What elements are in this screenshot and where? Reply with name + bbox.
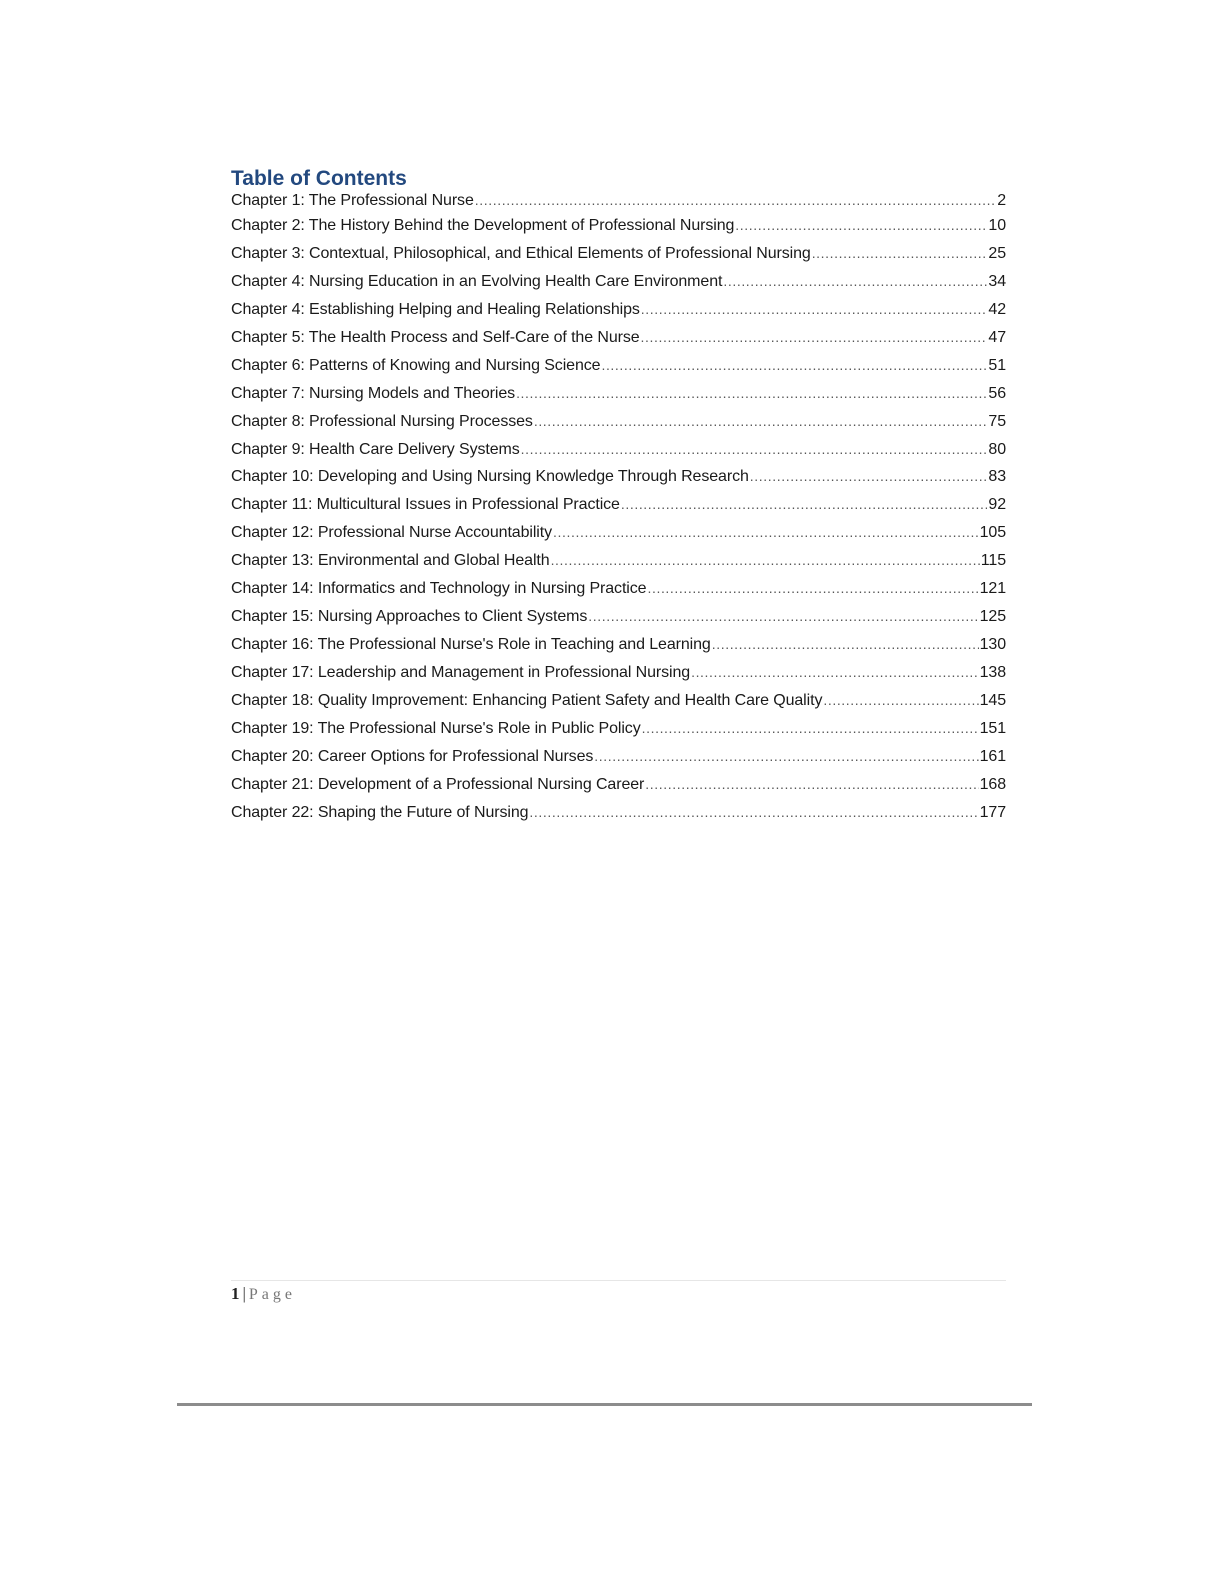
toc-entry[interactable] xyxy=(231,243,1006,271)
toc-dot-leader xyxy=(645,774,978,794)
toc-entry[interactable] xyxy=(231,327,1006,355)
toc-list xyxy=(231,190,1006,830)
toc-entry-label: Chapter 1: The Professional Nurse xyxy=(231,192,474,209)
toc-entry-page: 177 xyxy=(979,803,1006,821)
toc-entry-label: Chapter 16: The Professional Nurse's Role in Teaching and Learning xyxy=(231,636,711,654)
toc-entry[interactable] xyxy=(231,299,1006,327)
toc-entry-label: Chapter 8: Professional Nursing Processes xyxy=(231,412,533,430)
toc-dot-leader xyxy=(521,439,988,459)
toc-entry-label: Chapter 17: Leadership and Management in Professional Nursing xyxy=(231,664,691,681)
toc-dot-leader xyxy=(641,327,988,347)
toc-entry-label: Chapter 18: Quality Improvement: Enhancing Patient Safety and Health Care Quality xyxy=(231,691,823,709)
toc-entry[interactable] xyxy=(231,718,1006,746)
toc-entry-label: Chapter 2: The History Behind the Development of Professional Nursing xyxy=(231,217,735,234)
toc-entry-label: Chapter 6: Patterns of Knowing and Nursing Science xyxy=(231,356,601,374)
toc-entry-page: 168 xyxy=(979,775,1006,793)
toc-dot-leader xyxy=(516,383,987,403)
toc-dot-leader xyxy=(641,299,988,319)
toc-dot-leader xyxy=(735,215,987,235)
toc-entry[interactable] xyxy=(231,578,1006,606)
page-footer xyxy=(231,1284,296,1305)
toc-dot-leader xyxy=(723,271,987,291)
toc-entry[interactable] xyxy=(231,746,1006,774)
toc-entry-label: Chapter 19: The Professional Nurse's Role in Public Policy xyxy=(231,719,641,737)
toc-entry-label: Chapter 10: Developing and Using Nursing Knowledge Through Research xyxy=(231,468,749,486)
toc-dot-leader xyxy=(529,802,978,822)
page-separator: | xyxy=(242,1284,246,1303)
toc-dot-leader xyxy=(594,746,978,766)
toc-entry-page: 105 xyxy=(979,524,1006,542)
toc-entry[interactable] xyxy=(231,634,1006,662)
toc-entry-label: Chapter 5: The Health Process and Self-Care of the Nurse xyxy=(231,328,640,346)
toc-entry-page: 51 xyxy=(988,356,1006,374)
footer-divider xyxy=(231,1280,1006,1281)
toc-dot-leader xyxy=(647,578,978,598)
toc-entry[interactable] xyxy=(231,271,1006,299)
toc-entry-label: Chapter 15: Nursing Approaches to Client Systems xyxy=(231,608,588,626)
toc-entry-label: Chapter 3: Contextual, Philosophical, and Ethical Elements of Professional Nursing xyxy=(231,244,811,262)
toc-entry-label: Chapter 7: Nursing Models and Theories xyxy=(231,384,516,402)
page-number: 1 xyxy=(231,1284,240,1303)
toc-dot-leader xyxy=(823,690,978,710)
toc-entry-page: 80 xyxy=(988,440,1006,458)
toc-entry[interactable] xyxy=(231,215,1006,243)
toc-entry[interactable] xyxy=(231,690,1006,718)
toc-dot-leader xyxy=(691,662,979,682)
toc-entry[interactable] xyxy=(231,466,1006,494)
table-of-contents xyxy=(231,166,1006,830)
toc-dot-leader xyxy=(712,634,979,654)
toc-dot-leader xyxy=(642,718,979,738)
toc-entry-page: 115 xyxy=(980,552,1006,570)
toc-entry-page: 25 xyxy=(988,244,1006,262)
toc-entry[interactable] xyxy=(231,802,1006,830)
toc-dot-leader xyxy=(588,606,978,626)
toc-entry[interactable] xyxy=(231,383,1006,411)
toc-entry[interactable] xyxy=(231,494,1006,522)
toc-dot-leader xyxy=(553,522,979,542)
toc-title: Table of Contents xyxy=(231,167,407,190)
toc-entry-page: 138 xyxy=(979,664,1006,681)
page-label: Page xyxy=(248,1286,297,1303)
toc-dot-leader xyxy=(475,190,996,210)
toc-entry-label: Chapter 21: Development of a Professional Nursing Career xyxy=(231,775,645,793)
toc-entry-label: Chapter 12: Professional Nurse Accountability xyxy=(231,524,553,542)
toc-dot-leader xyxy=(534,411,988,431)
toc-entry[interactable] xyxy=(231,662,1006,690)
toc-entry-label: Chapter 9: Health Care Delivery Systems xyxy=(231,440,520,458)
toc-dot-leader xyxy=(812,243,988,263)
toc-dot-leader xyxy=(601,355,987,375)
toc-entry-page: 47 xyxy=(988,328,1006,346)
toc-entry-label: Chapter 20: Career Options for Professional Nurses xyxy=(231,747,594,765)
toc-entry-label: Chapter 13: Environmental and Global Health xyxy=(231,552,550,570)
toc-entry-label: Chapter 11: Multicultural Issues in Professional Practice xyxy=(231,496,620,514)
toc-entry[interactable] xyxy=(231,522,1006,550)
toc-entry-page: 2 xyxy=(997,192,1006,209)
toc-entry-page: 56 xyxy=(988,384,1006,402)
toc-entry[interactable] xyxy=(231,411,1006,439)
toc-entry-label: Chapter 14: Informatics and Technology in Nursing Practice xyxy=(231,580,647,598)
toc-entry-page: 125 xyxy=(979,608,1006,626)
toc-entry[interactable] xyxy=(231,774,1006,802)
toc-entry-page: 75 xyxy=(988,412,1006,430)
toc-entry-label: Chapter 4: Establishing Helping and Healing Relationships xyxy=(231,300,640,318)
toc-entry-page: 161 xyxy=(979,747,1006,765)
toc-entry-page: 130 xyxy=(979,636,1006,654)
toc-entry[interactable] xyxy=(231,355,1006,383)
toc-entry-page: 121 xyxy=(979,580,1006,598)
toc-entry-page: 92 xyxy=(988,496,1006,514)
page-bottom-divider xyxy=(177,1403,1032,1406)
toc-dot-leader xyxy=(750,466,988,486)
toc-entry[interactable] xyxy=(231,439,1006,467)
toc-dot-leader xyxy=(621,494,988,514)
toc-entry-page: 145 xyxy=(979,691,1006,709)
toc-entry-page: 10 xyxy=(988,217,1006,234)
toc-dot-leader xyxy=(551,550,980,570)
toc-entry[interactable] xyxy=(231,606,1006,634)
toc-entry-label: Chapter 4: Nursing Education in an Evolving Health Care Environment xyxy=(231,272,723,290)
toc-entry[interactable] xyxy=(231,550,1006,578)
toc-entry-label: Chapter 22: Shaping the Future of Nursing xyxy=(231,803,529,821)
toc-entry-page: 34 xyxy=(988,272,1006,290)
toc-entry-page: 42 xyxy=(988,300,1006,318)
toc-entry-page: 151 xyxy=(979,719,1006,737)
toc-entry-page: 83 xyxy=(988,468,1006,486)
toc-entry[interactable] xyxy=(231,190,1006,215)
